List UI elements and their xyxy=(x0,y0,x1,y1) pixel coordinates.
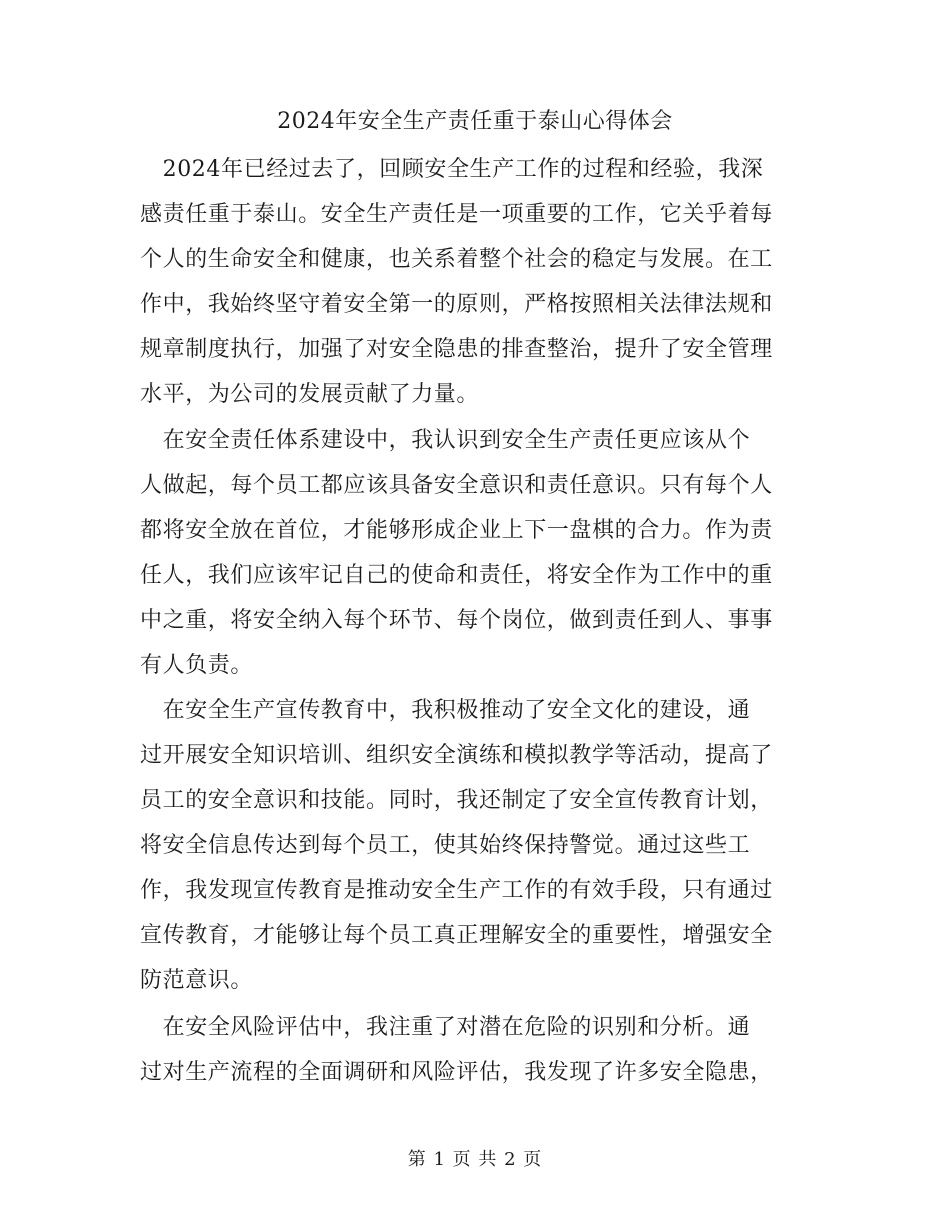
body-line: 防范意识。 xyxy=(140,968,254,993)
body-line: 任人，我们应该牢记自己的使命和责任，将安全作为工作中的重 xyxy=(140,563,773,588)
body-line: 中之重，将安全纳入每个环节、每个岗位，做到责任到人、事事 xyxy=(140,608,773,633)
body-line: 在安全生产宣传教育中，我积极推动了安全文化的建设，通 xyxy=(140,698,751,723)
body-line: 有人负责。 xyxy=(140,653,254,678)
body-line: 作，我发现宣传教育是推动安全生产工作的有效手段，只有通过 xyxy=(140,878,773,903)
body-line: 人做起，每个员工都应该具备安全意识和责任意识。只有每个人 xyxy=(140,473,773,498)
body-line: 作中，我始终坚守着安全第一的原则，严格按照相关法律法规和 xyxy=(140,292,773,317)
body-line: 在安全风险评估中，我注重了对潜在危险的识别和分析。通 xyxy=(140,1015,751,1040)
body-line: 将安全信息传达到每个员工，使其始终保持警觉。通过这些工 xyxy=(140,833,751,858)
body-line: 水平，为公司的发展贡献了力量。 xyxy=(140,382,480,407)
body-line: 过开展安全知识培训、组织安全演练和模拟教学等活动，提高了 xyxy=(140,743,773,768)
body-line: 在安全责任体系建设中，我认识到安全生产责任更应该从个 xyxy=(140,428,751,453)
body-line: 个人的生命安全和健康，也关系着整个社会的稳定与发展。在工 xyxy=(140,247,773,272)
body-line: 规章制度执行，加强了对安全隐患的排查整治，提升了安全管理 xyxy=(140,337,773,362)
document-title: 2024年安全生产责任重于泰山心得体会 xyxy=(277,109,673,134)
body-line: 过对生产流程的全面调研和风险评估，我发现了许多安全隐患， xyxy=(140,1060,773,1085)
body-line: 感责任重于泰山。安全生产责任是一项重要的工作，它关乎着每 xyxy=(140,202,773,227)
body-line: 宣传教育，才能够让每个员工真正理解安全的重要性，增强安全 xyxy=(140,923,773,948)
page-footer: 第 1 页 共 2 页 xyxy=(407,1149,543,1170)
body-line: 2024年已经过去了，回顾安全生产工作的过程和经验，我深 xyxy=(140,157,764,182)
body-line: 都将安全放在首位，才能够形成企业上下一盘棋的合力。作为责 xyxy=(140,518,773,543)
body-line: 员工的安全意识和技能。同时，我还制定了安全宣传教育计划， xyxy=(140,788,773,813)
